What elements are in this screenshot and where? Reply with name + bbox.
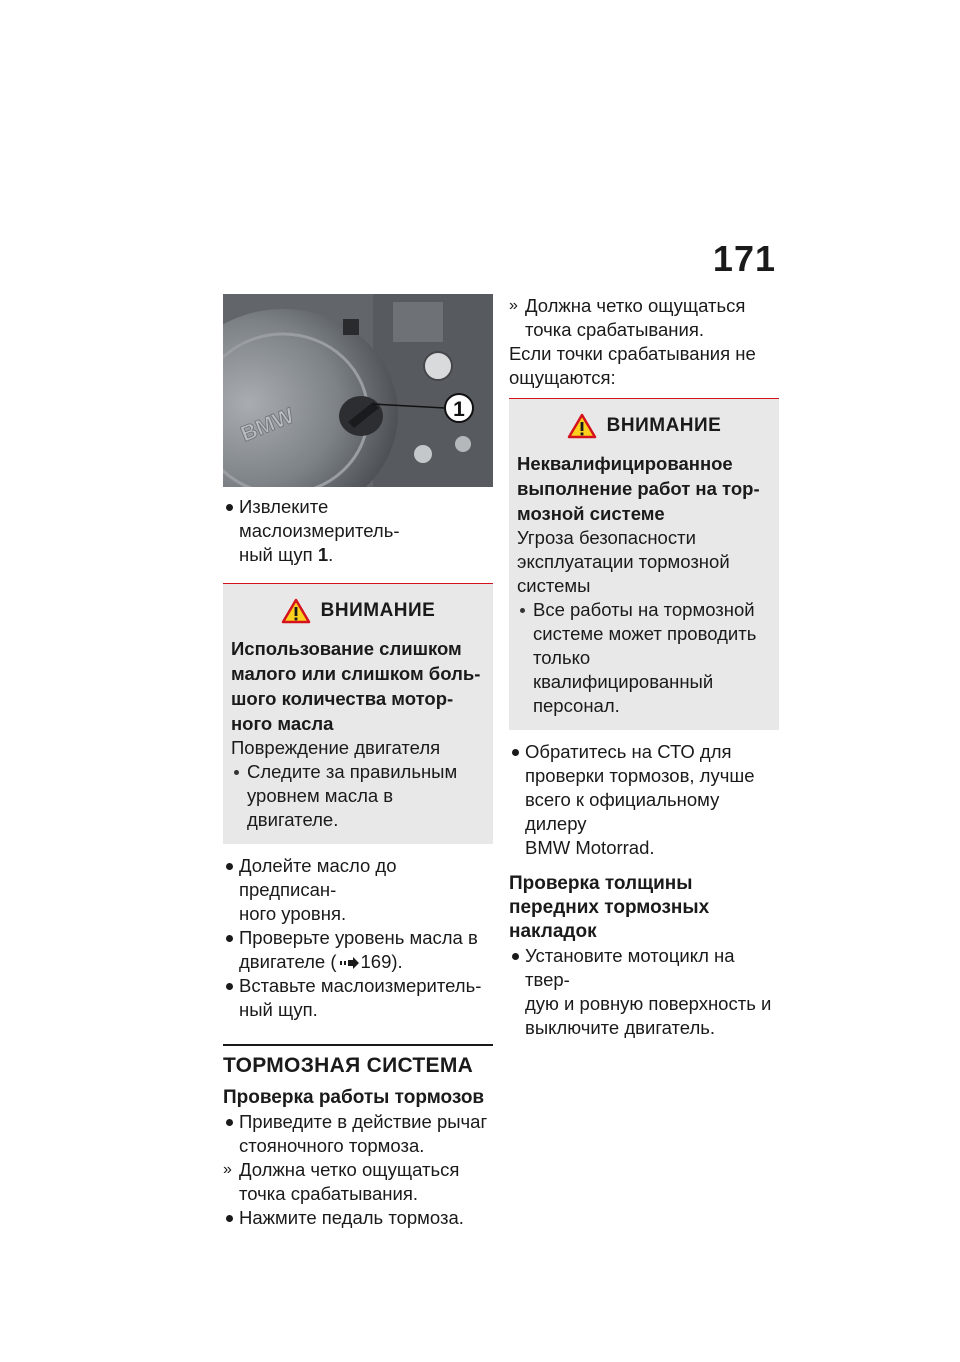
- bullet-press-brake-pedal: Нажмите педаль тормоза.: [223, 1206, 493, 1230]
- page-number: 171: [712, 238, 776, 279]
- warning-brake-work: [509, 398, 779, 730]
- engine-photo: [223, 294, 493, 487]
- bullet-insert-dipstick: Вставьте маслоизмеритель- ный щуп.: [223, 974, 493, 1022]
- section-title-brake-system: ТОРМОЗНАЯ СИСТЕМА: [223, 1044, 493, 1078]
- subsection-title-brake-check: Проверка работы тормозов: [223, 1087, 485, 1108]
- bullet-park-motorcycle: Установите мотоцикл на твер- дую и ровную поверхность и выключите двигатель.: [509, 944, 779, 1040]
- warning-title: ВНИМАНИЕ: [606, 415, 722, 436]
- result-pressure-point-2: » Должна четко ощущаться точка срабатывания.: [509, 295, 746, 340]
- warning-heading: Неквалифицированное выполнение работ на тор- мозной системе: [517, 453, 760, 524]
- bullet-remove-dipstick: Извлеките маслоизмеритель- ный щуп 1.: [223, 495, 493, 567]
- warning-triangle-icon: [281, 598, 311, 624]
- warning-heading: Использование слишком малого или слишком боль- шого количества мотор- ного масла: [231, 638, 481, 734]
- warning-bullet: Следите за правильным уровнем масла в двигателе.: [231, 760, 485, 832]
- warning-title: ВНИМАНИЕ: [320, 600, 436, 621]
- if-not-felt-text: Если точки срабатывания не ощущаются:: [509, 343, 756, 388]
- bullet-check-oil-level: Проверьте уровень масла в двигателе ( 169).: [223, 926, 493, 974]
- bullet-parking-brake-lever: Приведите в действие рычаг стояночного тормоза.: [223, 1110, 493, 1158]
- warning-hazard: Повреждение двигателя: [231, 737, 441, 758]
- subsection-title-pad-thickness: Проверка толщины передних тормозных накладок: [509, 873, 710, 942]
- engine-illustration: [223, 294, 493, 487]
- warning-oil-level: [223, 583, 493, 844]
- left-column: [223, 294, 493, 1230]
- bullet-contact-workshop: Обратитесь на СТО для проверки тормозов, лучше всего к официальному дилеру BMW Motorrad.: [509, 740, 779, 860]
- bullet-top-up-oil: Долейте масло до предписан- ного уровня.: [223, 854, 493, 926]
- page-reference-arrow-icon: [339, 957, 359, 969]
- warning-triangle-icon: [567, 413, 597, 439]
- result-pressure-point-1: » Должна четко ощущаться точка срабатывания.: [223, 1159, 460, 1204]
- photo-logo-text: BMW: [236, 402, 298, 447]
- right-column: [509, 294, 779, 1040]
- callout-label: 1: [453, 398, 465, 421]
- warning-bullet: Все работы на тормозной системе может проводить только квалифицированный персонал.: [517, 598, 771, 718]
- warning-hazard: Угроза безопасности эксплуатации тормозной системы: [517, 527, 730, 596]
